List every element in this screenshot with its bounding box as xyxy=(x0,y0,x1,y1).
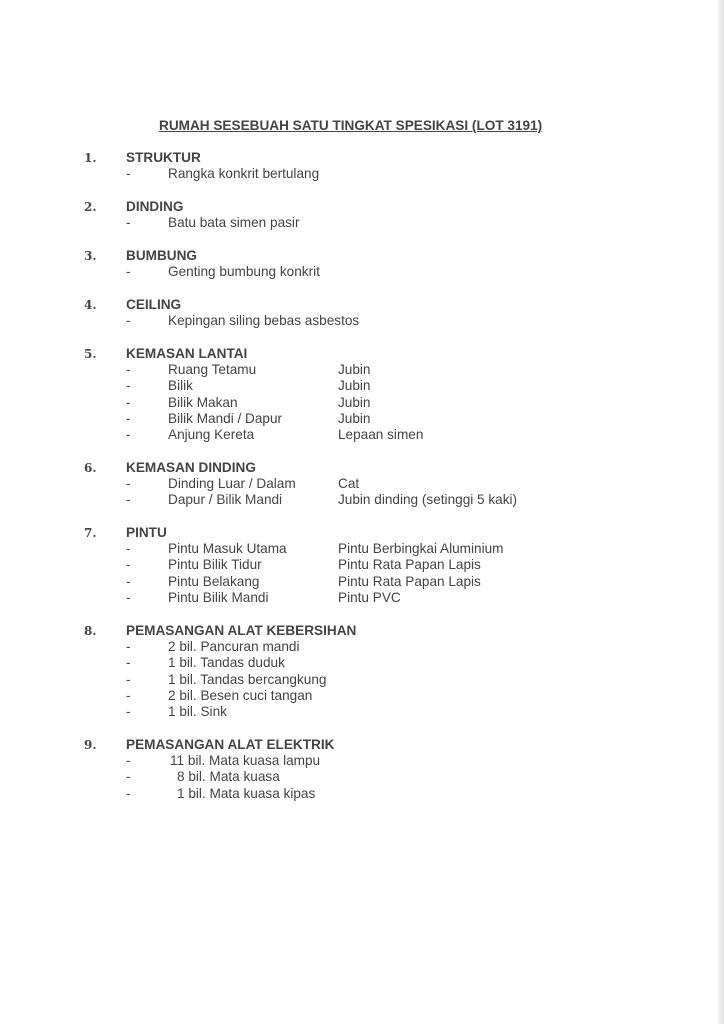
item-dash: - xyxy=(126,589,131,605)
item-label: Pintu Belakang xyxy=(168,573,260,589)
item-dash: - xyxy=(126,378,131,394)
item-label: 8 bil. Mata kuasa xyxy=(177,769,280,785)
section-heading: BUMBUNG xyxy=(126,248,197,263)
item-label: Anjung Kereta xyxy=(168,427,255,443)
item-value: Jubin xyxy=(338,410,371,426)
section-heading: PEMASANGAN ALAT KEBERSIHAN xyxy=(126,623,357,638)
item-dash: - xyxy=(126,557,131,573)
item-label: Kepingan siling bebas asbestos xyxy=(168,313,360,328)
page-edge xyxy=(718,0,724,1024)
item-value: Jubin xyxy=(338,378,371,394)
item-value: Jubin dinding (setinggi 5 kaki) xyxy=(338,492,518,508)
item-label: 1 bil. Sink xyxy=(168,704,227,720)
item-dash: - xyxy=(126,704,131,720)
item-dash: - xyxy=(126,492,131,508)
item-label: Ruang Tetamu xyxy=(168,362,257,377)
item-dash: - xyxy=(126,362,131,377)
section-heading: KEMASAN LANTAI xyxy=(126,346,248,361)
item-dash: - xyxy=(126,313,131,328)
section-number: 5. xyxy=(84,347,97,361)
item-label: 1 bil. Mata kuasa kipas xyxy=(177,785,316,801)
section-heading: PEMASANGAN ALAT ELEKTRIK xyxy=(126,737,335,752)
item-label: Batu bata simen pasir xyxy=(168,215,300,230)
item-value: Cat xyxy=(338,476,360,491)
item-dash: - xyxy=(126,166,131,181)
item-label: Bilik Mandi / Dapur xyxy=(168,410,283,426)
section-number: 7. xyxy=(84,526,97,540)
item-dash: - xyxy=(126,655,131,671)
item-dash: - xyxy=(126,671,131,687)
item-dash: - xyxy=(126,394,131,410)
item-dash: - xyxy=(126,410,131,426)
item-value: Pintu Rata Papan Lapis xyxy=(338,557,481,573)
section-number: 6. xyxy=(84,461,97,475)
item-dash: - xyxy=(126,215,131,230)
item-label: Pintu Bilik Tidur xyxy=(168,557,262,573)
section-number: 2. xyxy=(84,200,97,214)
item-label: Bilik Makan xyxy=(168,394,238,410)
section-heading: DINDING xyxy=(126,199,184,214)
section-heading: CEILING xyxy=(126,297,182,312)
item-dash: - xyxy=(126,785,131,801)
item-label: 2 bil. Pancuran mandi xyxy=(168,639,300,654)
item-dash: - xyxy=(126,427,131,443)
item-value: Pintu Rata Papan Lapis xyxy=(338,573,481,589)
section-number: 3. xyxy=(84,249,97,263)
section-heading: PINTU xyxy=(126,525,167,540)
item-label: 1 bil. Tandas duduk xyxy=(168,655,285,671)
item-dash: - xyxy=(126,753,131,768)
item-value: Pintu PVC xyxy=(338,589,401,605)
item-dash: - xyxy=(126,639,131,654)
item-value: Pintu Berbingkai Aluminium xyxy=(338,541,504,556)
item-label: Pintu Masuk Utama xyxy=(168,541,287,556)
item-dash: - xyxy=(126,541,131,556)
section-number: 8. xyxy=(84,624,97,638)
item-label: Genting bumbung konkrit xyxy=(168,264,320,279)
item-dash: - xyxy=(126,476,131,491)
item-label: 1 bil. Tandas bercangkung xyxy=(168,671,327,687)
item-value: Jubin xyxy=(338,394,371,410)
item-label: 2 bil. Besen cuci tangan xyxy=(168,687,313,703)
item-value: Lepaan simen xyxy=(338,427,424,443)
item-label: 11 bil. Mata kuasa lampu xyxy=(170,753,321,768)
item-label: Rangka konkrit bertulang xyxy=(168,166,320,181)
section-number: 9. xyxy=(84,738,97,752)
item-dash: - xyxy=(126,687,131,703)
item-label: Bilik xyxy=(168,378,193,394)
item-value: Jubin xyxy=(338,362,371,377)
item-dash: - xyxy=(126,264,131,279)
item-dash: - xyxy=(126,769,131,785)
section-heading: KEMASAN DINDING xyxy=(126,460,256,475)
item-dash: - xyxy=(126,573,131,589)
document-title: RUMAH SESEBUAH SATU TINGKAT SPESIKASI (LOT 3191) xyxy=(159,118,543,133)
item-label: Dinding Luar / Dalam xyxy=(168,476,296,491)
section-number: 4. xyxy=(84,298,97,312)
section-heading: STRUKTUR xyxy=(126,150,201,165)
item-label: Pintu Bilik Mandi xyxy=(168,589,269,605)
section-number: 1. xyxy=(84,151,97,165)
item-label: Dapur / Bilik Mandi xyxy=(168,492,283,508)
